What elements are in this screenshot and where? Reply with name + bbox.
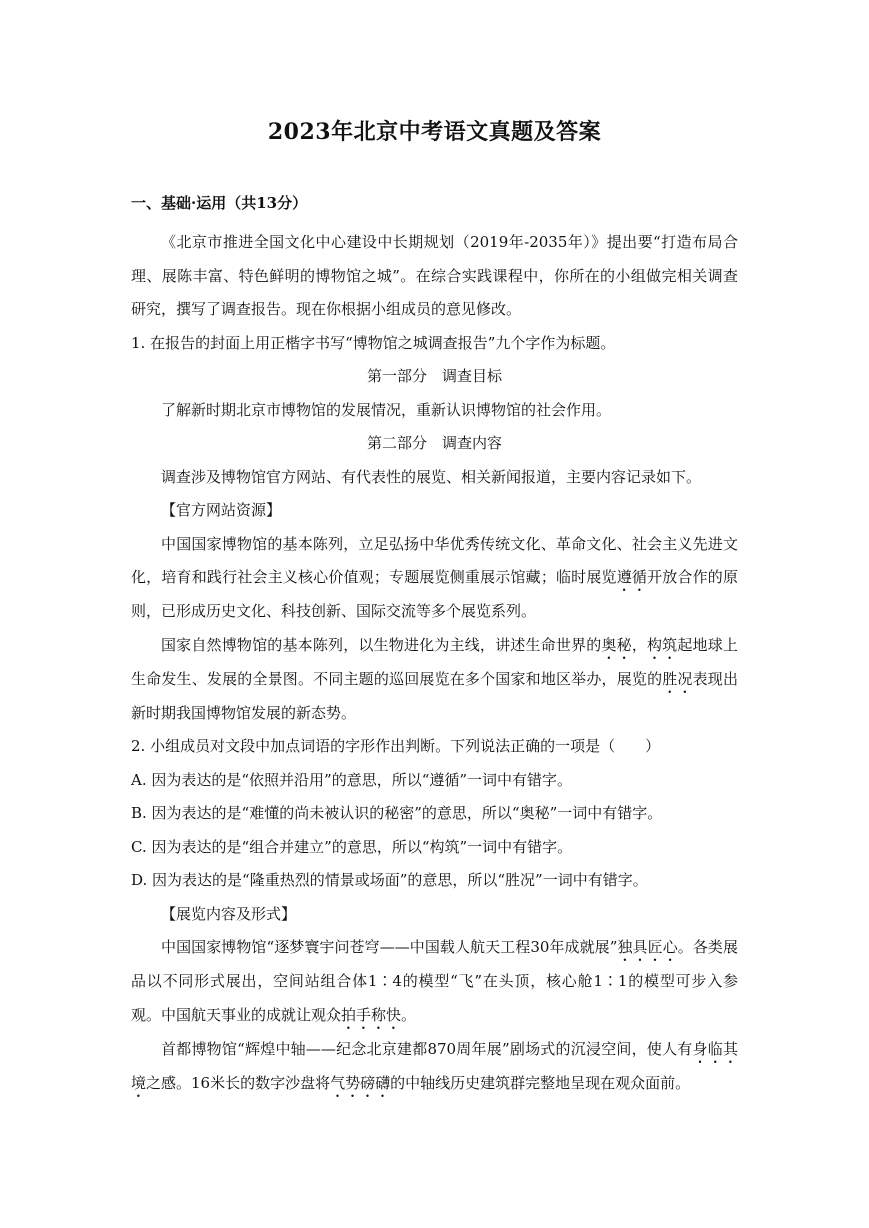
document-title: 2023年北京中考语文真题及答案 <box>267 119 602 145</box>
paragraph-space-exhibition <box>131 931 738 1033</box>
part1-text: 了解新时期北京市博物馆的发展情况，重新认识博物馆的社会作用。 <box>161 400 612 419</box>
text-segment: 之感。16米长的数字沙盘将 <box>146 1073 331 1092</box>
text-segment: 中国国家博物馆的基本陈列，立足弘扬中华优秀传统文化、革命文化、社会主义先进文化，培育和践行社会主义核心价值观；专题展览侧重展示馆藏；临时展览 <box>131 534 738 586</box>
text-segment: 。各类展品以不同形式展出，空间站组合体1∶4的模型“飞”在头顶，核心舱1∶1的模型可步入参观。中国航天事业的成就让观众 <box>131 938 738 1024</box>
option-d: D. 因为表达的是“隆重热烈的情景或场面”的意思，所以“胜况”一词中有错字。 <box>131 871 648 889</box>
text-segment: 国家自然博物馆的基本陈列，以生物进化为主线，讲述生命世界的 <box>161 635 602 654</box>
part2-text: 调查涉及博物馆官方网站、有代表性的展览、相关新闻报道，主要内容记录如下。 <box>161 467 702 486</box>
paragraph-national-museum <box>131 528 738 629</box>
paragraph-capital-museum <box>131 1033 738 1101</box>
section-heading: 一、基础·运用（共13分） <box>131 194 308 212</box>
exhibit-heading: 【展览内容及形式】 <box>161 904 297 923</box>
dotted-word-paishouchengkuai: 拍手称快 <box>341 1005 402 1024</box>
option-a: A. 因为表达的是“依照并沿用”的意思，所以“遵循”一词中有错字。 <box>131 770 573 789</box>
text-segment: 的中轴线历史建筑群完整地呈现在观众面前。 <box>390 1073 691 1092</box>
dotted-word-zunxun: 遵循 <box>616 568 648 586</box>
text-segment: 。 <box>401 1005 417 1024</box>
dotted-word-dujujiangxin: 独具匠心 <box>617 938 678 956</box>
part1-title: 第一部分 调查目标 <box>366 367 502 385</box>
dotted-word-qishipangbo: 气势磅礴 <box>330 1073 391 1092</box>
text-segment: 表现出新时期我国博物馆发展的新态势。 <box>131 669 738 722</box>
part2-title: 第二部分 调查内容 <box>366 434 502 452</box>
text-segment: 中国国家博物馆“逐梦寰宇问苍穹——中国载人航天工程30年成就展” <box>161 938 618 956</box>
dotted-word-shengkuang: 胜况 <box>662 669 693 688</box>
question-2: 2. 小组成员对文段中加点词语的字形作出判断。下列说法正确的一项是（ ） <box>131 737 661 755</box>
text-segment: 开放合作的原则，已形成历史文化、科技创新、国际交流等多个展览系列。 <box>131 568 738 620</box>
dotted-word-shenlinqijing: 身临其境 <box>131 1039 738 1092</box>
dotted-word-aomi: 奥秘 <box>601 635 632 654</box>
option-c: C. 因为表达的是“组合并建立”的意思，所以“构筑”一词中有错字。 <box>131 837 573 856</box>
question-1: 1. 在报告的封面上用正楷字书写“博物馆之城调查报告”九个字作为标题。 <box>131 333 616 352</box>
intro-paragraph: 《北京市推进全国文化中心建设中长期规划（2019年-2035年）》提出要“打造布局合理、展陈丰富、特色鲜明的博物馆之城”。在综合实践课程中，你所在的小组做完相关调查研究，撰写了调查报告。现在你根据小组成员的意见修改。 <box>131 233 738 318</box>
official-resources-heading: 【官方网站资源】 <box>161 501 282 519</box>
paragraph-natural-museum <box>131 629 738 731</box>
text-segment: 起地球上生命发生、发展的全景图。不同主题的巡回展览在多个国家和地区举办，展览的 <box>131 635 738 688</box>
dotted-word-gouzhu: 构筑 <box>647 635 678 654</box>
text-segment: 首都博物馆“辉煌中轴——纪念北京建都870周年展”剧场式的沉浸空间，使人有 <box>161 1039 693 1058</box>
option-b: B. 因为表达的是“难懂的尚未被认识的秘密”的意思，所以“奥秘”一词中有错字。 <box>131 804 663 822</box>
text-segment: ， <box>631 635 647 654</box>
